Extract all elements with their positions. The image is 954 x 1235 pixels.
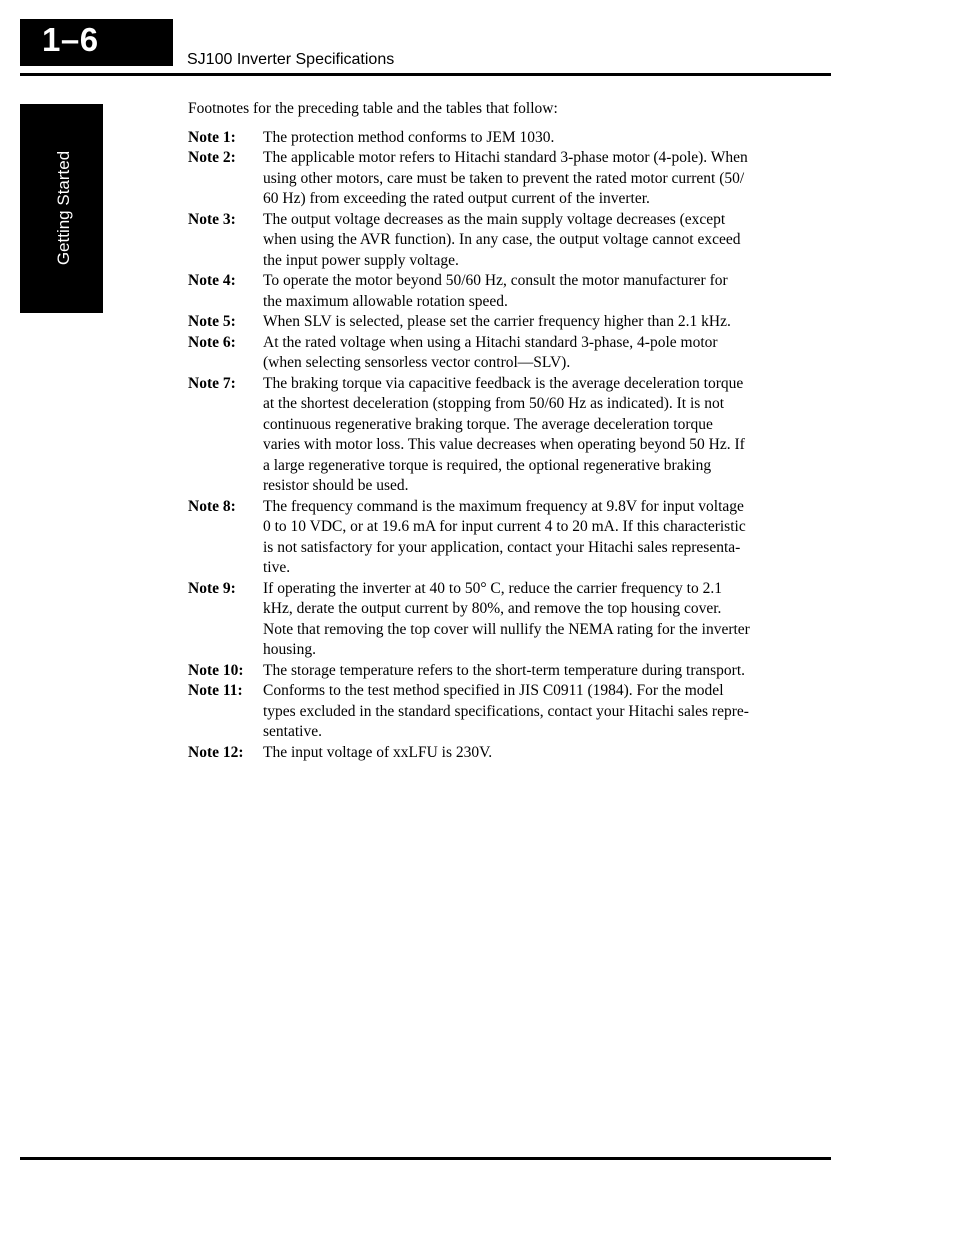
footnote-text	[263, 579, 818, 661]
notes-list	[188, 128, 818, 764]
footnote-text	[263, 333, 818, 374]
page-number: 1–6	[42, 21, 99, 58]
footnote-label: Note 4:	[188, 272, 236, 289]
footnote-text-line: When SLV is selected, please set the carrier frequency higher than 2.1 kHz.	[263, 313, 731, 330]
footnote-label: Note 7:	[188, 374, 236, 392]
footnote-text	[263, 374, 818, 497]
footnote-text-line: 60 Hz) from exceeding the rated output current of the inverter.	[263, 190, 650, 207]
footnote-item	[188, 312, 818, 333]
footnote-text-line: types excluded in the standard specifications, contact your Hitachi sales repre-	[263, 702, 749, 720]
footnote-text-line: tive.	[263, 559, 291, 576]
footnote-text-line: continuous regenerative braking torque. The average deceleration torque	[263, 415, 713, 433]
footnotes-content	[188, 99, 818, 763]
footer-rule	[20, 1157, 831, 1160]
footnote-text-line: The storage temperature refers to the short-term temperature during transport.	[263, 661, 746, 679]
footnote-text-line: Conforms to the test method specified in JIS C0911 (1984). For the model	[263, 682, 724, 699]
footnote-item	[188, 497, 818, 579]
footnote-text	[263, 128, 818, 149]
footnote-text-line: The applicable motor refers to Hitachi standard 3-phase motor (4-pole). When	[263, 149, 748, 166]
footnote-text	[263, 681, 818, 743]
footnote-text-line: The protection method conforms to JEM 1030.	[263, 128, 555, 146]
footnote-label: Note 3:	[188, 210, 236, 228]
footnote-text-line: (when selecting sensorless vector control—SLV).	[263, 354, 571, 371]
footnote-text	[263, 271, 818, 312]
footnote-text-line: when using the AVR function). In any case, the output voltage cannot exceed	[263, 231, 741, 248]
footnote-text	[263, 743, 818, 764]
footnote-item	[188, 128, 818, 149]
footnote-text-line: a large regenerative torque is required, the optional regenerative braking	[263, 456, 712, 474]
footnote-text	[263, 497, 818, 579]
footnote-text-line: The output voltage decreases as the main supply voltage decreases (except	[263, 210, 726, 228]
footnote-text-line: The frequency command is the maximum frequency at 9.8V for input voltage	[263, 497, 744, 515]
footnote-item	[188, 681, 818, 743]
footnote-text-line: If operating the inverter at 40 to 50° C, reduce the carrier frequency to 2.1	[263, 579, 722, 597]
footnote-text-line: resistor should be used.	[263, 477, 409, 494]
footnote-label: Note 8:	[188, 497, 236, 515]
footnote-text	[263, 210, 818, 272]
footnote-text-line: varies with motor loss. This value decreases when operating beyond 50 Hz. If	[263, 436, 745, 453]
footnote-item	[188, 148, 818, 210]
header-title: SJ100 Inverter Specifications	[187, 51, 395, 68]
footnote-label: Note 5:	[188, 313, 236, 330]
footnote-text-line: housing.	[263, 641, 316, 658]
footnote-text-line: at the shortest deceleration (stopping from 50/60 Hz as indicated). It is not	[263, 395, 725, 412]
footnote-label: Note 9:	[188, 579, 236, 597]
footnotes-intro: Footnotes for the preceding table and the tables that follow:	[188, 100, 558, 117]
footnote-text-line: is not satisfactory for your application, contact your Hitachi sales representa-	[263, 538, 741, 556]
footnote-text	[263, 312, 818, 333]
footnote-text	[263, 661, 818, 682]
header-rule	[20, 73, 831, 76]
footnote-label: Note 11:	[188, 682, 243, 699]
footnote-label: Note 2:	[188, 149, 236, 166]
footnote-text-line: using other motors, care must be taken to prevent the rated motor current (50/	[263, 169, 745, 187]
footnote-text	[263, 148, 818, 210]
footnote-label: Note 1:	[188, 128, 236, 146]
footnote-text-line: At the rated voltage when using a Hitachi standard 3-phase, 4-pole motor	[263, 333, 718, 351]
footnote-item	[188, 210, 818, 272]
footnote-text-line: The input voltage of xxLFU is 230V.	[263, 743, 493, 761]
footnote-text-line: The braking torque via capacitive feedback is the average deceleration torque	[263, 374, 744, 392]
footnote-text-line: kHz, derate the output current by 80%, and remove the top housing cover.	[263, 600, 722, 617]
page-number-box	[20, 19, 173, 66]
footnote-text-line: the maximum allowable rotation speed.	[263, 292, 508, 310]
footnote-item	[188, 579, 818, 661]
footnote-text-line: sentative.	[263, 723, 322, 740]
footnote-item	[188, 661, 818, 682]
footnote-label: Note 10:	[188, 661, 244, 679]
footnote-text-line: the input power supply voltage.	[263, 251, 459, 269]
footnote-item	[188, 271, 818, 312]
footnote-label: Note 6:	[188, 333, 236, 351]
footnote-item	[188, 743, 818, 764]
footnote-text-line: 0 to 10 VDC, or at 19.6 mA for input current 4 to 20 mA. If this characteristic	[263, 518, 746, 535]
footnote-text-line: To operate the motor beyond 50/60 Hz, consult the motor manufacturer for	[263, 272, 728, 289]
footnote-item	[188, 333, 818, 374]
side-tab-label: Getting Started	[54, 150, 73, 266]
footnote-item	[188, 374, 818, 497]
footnote-label: Note 12:	[188, 743, 244, 761]
footnote-text-line: Note that removing the top cover will nullify the NEMA rating for the inverter	[263, 620, 750, 638]
